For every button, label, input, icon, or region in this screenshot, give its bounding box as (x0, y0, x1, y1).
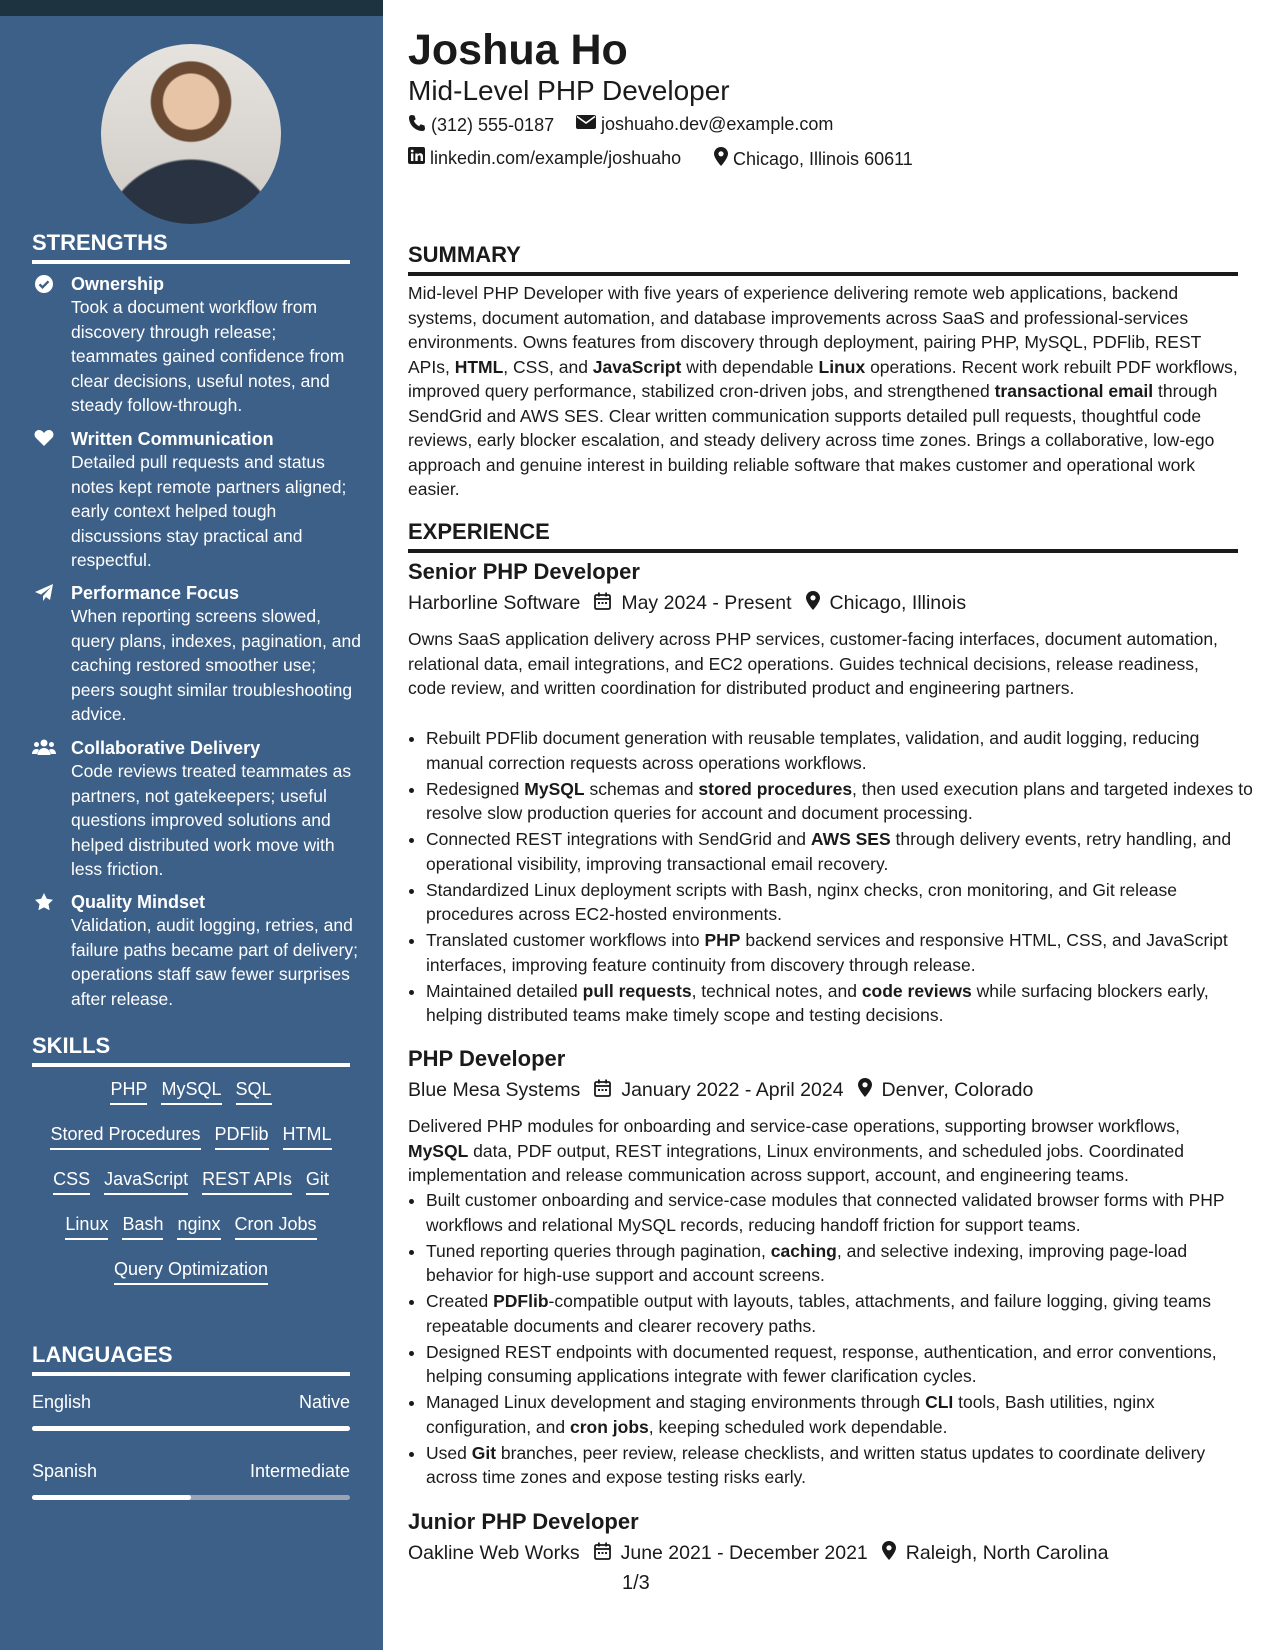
profile-photo (101, 44, 281, 224)
summary-heading: SUMMARY (408, 242, 1238, 276)
job-bullet: • Created PDFlib-compatible output with layouts, tables, attachments, and failure logging, giving teams repeatable documents and clearer recovery paths. (426, 1289, 1258, 1338)
job-bullet: • Used Git branches, peer review, release checklists, and written status updates to coordinate delivery across time zones and expose testing risks early. (426, 1441, 1258, 1490)
map-pin-icon (806, 591, 820, 615)
contact-phone (408, 114, 554, 137)
job-summary: Delivered PHP modules for onboarding and service-case operations, supporting browser workflows, MySQL data, PDF output, REST integrations, Linux environments, and scheduled jobs. Coordinated implementation and release communication across support, account, and engineering teams. (408, 1116, 1184, 1185)
language-name: English (32, 1392, 92, 1412)
sidebar (0, 16, 383, 1650)
calendar-icon (594, 1542, 611, 1565)
strengths-heading: STRENGTHS (32, 230, 350, 264)
job-meta (408, 591, 966, 615)
job-company: Blue Mesa Systems (408, 1078, 581, 1101)
skills-row (32, 1079, 350, 1105)
calendar-icon (594, 592, 611, 615)
skill-tag: Linux (65, 1214, 108, 1240)
map-pin-icon (714, 147, 728, 171)
language-proficiency-bar (32, 1495, 350, 1500)
skills-row (32, 1169, 350, 1195)
skill-tag: HTML (283, 1124, 332, 1150)
skill-tag: Bash (122, 1214, 163, 1240)
calendar-icon (594, 1079, 611, 1102)
language-item (32, 1461, 350, 1482)
job-title: Senior PHP Developer (408, 559, 640, 584)
phone-text: (312) 555-0187 (431, 115, 555, 135)
candidate-title: Mid-Level PHP Developer (408, 75, 730, 106)
strength-title: Performance Focus (71, 583, 240, 603)
strength-desc: Validation, audit logging, retries, and failure paths became part of delivery; operations staff saw fewer surprises after release. (71, 915, 358, 1009)
job-bullet: • Built customer onboarding and service-case modules that connected validated browser forms with PHP workflows and relational MySQL records, reducing handoff friction for support teams. (426, 1188, 1258, 1237)
job-location: Raleigh, North Carolina (905, 1541, 1109, 1564)
contact-location (714, 147, 913, 171)
job-title: Junior PHP Developer (408, 1509, 639, 1534)
paper-plane-icon (32, 583, 56, 603)
language-proficiency-fill (32, 1495, 191, 1500)
job-location: Denver, Colorado (881, 1078, 1034, 1101)
job-bullet: • Managed Linux development and staging environments through CLI tools, Bash utilities, nginx configuration, and cron jobs, keeping scheduled work dependable. (426, 1390, 1258, 1439)
strength-item (32, 891, 362, 1011)
skill-tag: Git (306, 1169, 329, 1195)
job-bullet: • Maintained detailed pull requests, technical notes, and code reviews while surfacing blockers early, helping distributed teams make timely scope and testing decisions. (426, 979, 1258, 1028)
skill-tag: MySQL (161, 1079, 221, 1105)
job-bullets (408, 726, 1258, 1029)
skill-tag: SQL (236, 1079, 272, 1105)
strength-desc: When reporting screens slowed, query plans, indexes, pagination, and caching restored smoother use; peers sought similar troubleshooting advice. (71, 606, 361, 724)
location-text: Chicago, Illinois 60611 (733, 148, 913, 169)
job-bullet: • Tuned reporting queries through pagination, caching, and selective indexing, improving page-load behavior for high-use support and account screens. (426, 1239, 1258, 1288)
skill-tag: PDFlib (215, 1124, 269, 1150)
skill-tag: CSS (53, 1169, 90, 1195)
linkedin-icon (408, 147, 425, 169)
job-bullets (408, 1188, 1258, 1491)
skill-tag: Stored Procedures (50, 1124, 200, 1150)
strength-item (32, 273, 362, 418)
job-meta (408, 1078, 1033, 1102)
job-bullet: • Translated customer workflows into PHP backend services and responsive HTML, CSS, and JavaScript interfaces, improving feature continuity from discovery through release. (426, 928, 1258, 977)
strength-title: Ownership (71, 274, 165, 294)
strength-title: Written Communication (71, 429, 274, 449)
skill-tag: nginx (177, 1214, 220, 1240)
skill-tag: Cron Jobs (235, 1214, 317, 1240)
strength-desc: Code reviews treated teammates as partners, not gatekeepers; useful questions improved solutions and helped distributed work move with less friction. (71, 761, 352, 879)
skill-tag: PHP (110, 1079, 147, 1105)
job-bullet: • Rebuilt PDFlib document generation with reusable templates, validation, and audit logging, reducing manual correction requests across operations workflows. (426, 726, 1258, 775)
email-link[interactable]: joshuaho.dev@example.com (601, 114, 834, 134)
language-level: Native (298, 1392, 350, 1412)
star-icon (32, 892, 56, 912)
linkedin-link[interactable]: linkedin.com/example/joshuaho (430, 147, 682, 168)
skill-tag: JavaScript (104, 1169, 188, 1195)
page-number: 1/3 (622, 1572, 650, 1594)
language-item (32, 1392, 350, 1413)
job-dates: June 2021 - December 2021 (620, 1541, 868, 1564)
language-proficiency-fill (32, 1426, 350, 1431)
strength-desc: Detailed pull requests and status notes kept remote partners aligned; early context helped tough discussions stay practical and respectful. (71, 452, 347, 570)
job-bullet: • Designed REST endpoints with documented request, response, authentication, and error conventions, helping consuming applications integrate with fewer clarification cycles. (426, 1340, 1258, 1389)
job-dates: May 2024 - Present (621, 591, 792, 614)
map-pin-icon (882, 1541, 896, 1565)
job-location: Chicago, Illinois (829, 591, 967, 614)
language-name: Spanish (32, 1461, 98, 1481)
users-icon (32, 738, 56, 758)
skills-row (32, 1124, 350, 1150)
job-meta (408, 1541, 1108, 1565)
job-bullet: • Connected REST integrations with SendGrid and AWS SES through delivery events, retry handling, and operational visibility, improving transactional email recovery. (426, 827, 1258, 876)
skills-row (32, 1214, 350, 1240)
job-company: Harborline Software (408, 591, 581, 614)
contact-email[interactable] (576, 114, 833, 135)
check-circle-icon (32, 274, 56, 294)
sidebar-top-band (0, 0, 383, 16)
job-bullet: • Redesigned MySQL schemas and stored procedures, then used execution plans and targeted indexes to resolve slow production queries for account and document processing. (426, 777, 1258, 826)
strength-title: Quality Mindset (71, 892, 206, 912)
envelope-icon (576, 114, 596, 135)
strength-desc: Took a document workflow from discovery through release; teammates gained confidence from clear decisions, useful notes, and steady follow-through. (71, 297, 345, 415)
languages-heading: LANGUAGES (32, 1342, 350, 1376)
experience-heading: EXPERIENCE (408, 519, 1238, 553)
job-summary: Owns SaaS application delivery across PHP services, customer-facing interfaces, document automation, relational data, email integrations, and EC2 operations. Guides technical decisions, release readiness, code review, and written coordination for distributed product and engineering partners. (408, 629, 1218, 698)
skills-row (32, 1259, 350, 1285)
job-bullet: • Standardized Linux deployment scripts with Bash, nginx checks, cron monitoring, and Git release procedures across EC2-hosted environments. (426, 878, 1258, 927)
map-pin-icon (858, 1078, 872, 1102)
job-company: Oakline Web Works (408, 1541, 580, 1564)
strength-item (32, 428, 362, 573)
strength-item (32, 737, 362, 882)
heart-icon (32, 429, 56, 449)
strength-title: Collaborative Delivery (71, 738, 261, 758)
strength-item (32, 582, 362, 727)
summary-text: Mid-level PHP Developer with five years of experience delivering remote web applications, backend systems, document automation, and database improvements across SaaS and professional-services environments. Owns features from discovery through deployment, pairing PHP, MySQL, PDFlib, REST APIs, HTML, CSS, and JavaScript with dependable Linux operations. Recent work rebuilt PDF workflows, improved query performance, stabilized cron-driven jobs, and strengthened transactional email through SendGrid and AWS SES. Clear written communication supports detailed pull requests, thoughtful code reviews, early blocker escalation, and steady delivery across time zones. Brings a collaborative, low-ego approach and genuine interest in building reliable software that makes customer and operational work easier. (408, 283, 1238, 499)
contact-linkedin[interactable] (408, 147, 681, 169)
job-dates: January 2022 - April 2024 (621, 1078, 844, 1101)
skill-tag: Query Optimization (114, 1259, 268, 1285)
skill-tag: REST APIs (202, 1169, 292, 1195)
language-level: Intermediate (249, 1461, 350, 1481)
skills-heading: SKILLS (32, 1033, 350, 1067)
language-proficiency-bar (32, 1426, 350, 1431)
job-title: PHP Developer (408, 1046, 566, 1071)
phone-icon (408, 114, 426, 137)
candidate-name: Joshua Ho (408, 26, 628, 74)
